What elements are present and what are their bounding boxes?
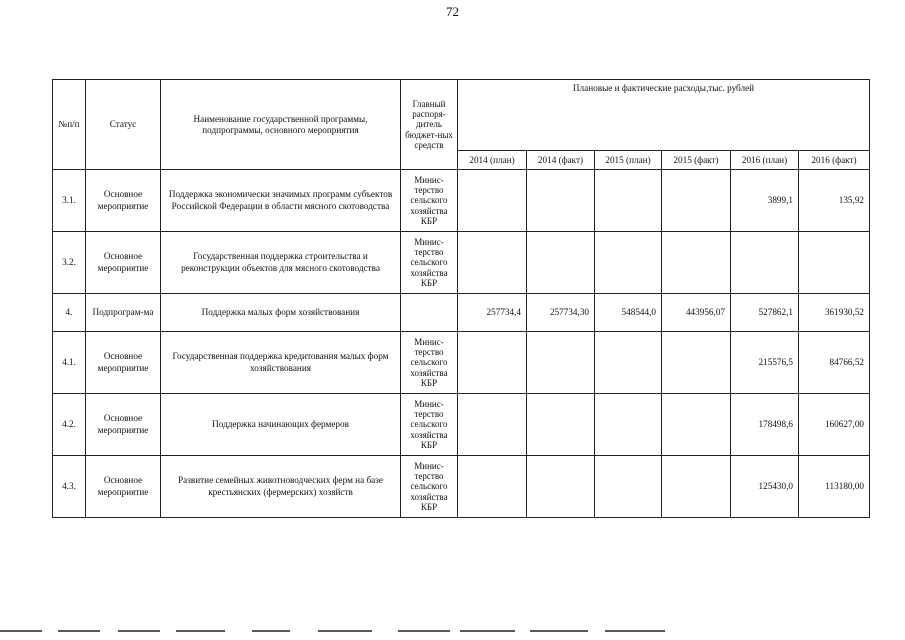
table-row [53, 170, 870, 232]
row-value [595, 170, 662, 232]
header-name: Наименование государственной программы, подпрограммы, основного мероприятия [161, 80, 401, 170]
row-value: 113180,00 [799, 456, 870, 518]
header-year: 2016 (план) [731, 151, 799, 170]
table-row [53, 232, 870, 294]
row-admin [401, 294, 458, 332]
row-value [731, 232, 799, 294]
row-value: 3899,1 [731, 170, 799, 232]
row-value: 257734,30 [527, 294, 595, 332]
row-name: Поддержка начинающих фермеров [161, 394, 401, 456]
row-name: Поддержка малых форм хозяйствования [161, 294, 401, 332]
row-value: 160627,00 [799, 394, 870, 456]
header-year: 2014 (план) [458, 151, 527, 170]
row-value [527, 170, 595, 232]
row-status: Основное мероприятие [86, 332, 161, 394]
row-admin: Минис-терство сельского хозяйства КБР [401, 332, 458, 394]
row-num: 4.1. [53, 332, 86, 394]
row-admin: Минис-терство сельского хозяйства КБР [401, 394, 458, 456]
row-value [527, 456, 595, 518]
table-row [53, 294, 870, 332]
row-value: 135,92 [799, 170, 870, 232]
table-row [53, 332, 870, 394]
header-spending: Плановые и фактические расходы,тыс. рублей [458, 80, 870, 151]
page-number: 72 [446, 4, 459, 19]
row-value [595, 232, 662, 294]
row-num: 4.2. [53, 394, 86, 456]
row-value [595, 394, 662, 456]
budget-table [52, 79, 870, 518]
row-value: 215576,5 [731, 332, 799, 394]
row-value [527, 394, 595, 456]
row-value: 548544,0 [595, 294, 662, 332]
row-value [595, 332, 662, 394]
row-value [458, 394, 527, 456]
header-num: №п/п [53, 80, 86, 170]
row-value [662, 232, 731, 294]
row-admin: Минис-терство сельского хозяйства КБР [401, 170, 458, 232]
row-value: 125430,0 [731, 456, 799, 518]
header-admin: Главный распоря-дитель бюджет-ных средств [401, 80, 458, 170]
row-value: 178498,6 [731, 394, 799, 456]
row-value [662, 394, 731, 456]
row-value: 84766,52 [799, 332, 870, 394]
row-value [527, 232, 595, 294]
row-admin: Минис-терство сельского хозяйства КБР [401, 232, 458, 294]
row-value [458, 332, 527, 394]
row-value [458, 456, 527, 518]
row-num: 4.3. [53, 456, 86, 518]
row-value [662, 332, 731, 394]
row-value: 443956,07 [662, 294, 731, 332]
row-name: Поддержка экономически значимых программ субъектов Российской Федерации в области мясного скотоводства [161, 170, 401, 232]
row-status: Подпрограм-ма [86, 294, 161, 332]
row-name: Государственная поддержка кредитования малых форм хозяйствования [161, 332, 401, 394]
table-row [53, 394, 870, 456]
row-name: Государственная поддержка строительства и реконструкции объектов для мясного скотоводства [161, 232, 401, 294]
row-num: 3.1. [53, 170, 86, 232]
row-num: 3.2. [53, 232, 86, 294]
row-num: 4. [53, 294, 86, 332]
row-name: Развитие семейных животноводческих ферм на базе крестьянских (фермерских) хозяйств [161, 456, 401, 518]
row-status: Основное мероприятие [86, 232, 161, 294]
header-year: 2014 (факт) [527, 151, 595, 170]
row-value: 257734,4 [458, 294, 527, 332]
row-value [595, 456, 662, 518]
row-value [458, 170, 527, 232]
row-value: 527862,1 [731, 294, 799, 332]
row-value [527, 332, 595, 394]
header-status: Статус [86, 80, 161, 170]
header-year: 2015 (факт) [662, 151, 731, 170]
row-admin: Минис-терство сельского хозяйства КБР [401, 456, 458, 518]
row-value [799, 232, 870, 294]
row-status: Основное мероприятие [86, 394, 161, 456]
row-value [662, 170, 731, 232]
header-year: 2015 (план) [595, 151, 662, 170]
row-value [662, 456, 731, 518]
table-row [53, 456, 870, 518]
row-value [458, 232, 527, 294]
header-year: 2016 (факт) [799, 151, 870, 170]
footer-dash-line [0, 630, 905, 633]
row-status: Основное мероприятие [86, 170, 161, 232]
row-value: 361930,52 [799, 294, 870, 332]
row-status: Основное мероприятие [86, 456, 161, 518]
